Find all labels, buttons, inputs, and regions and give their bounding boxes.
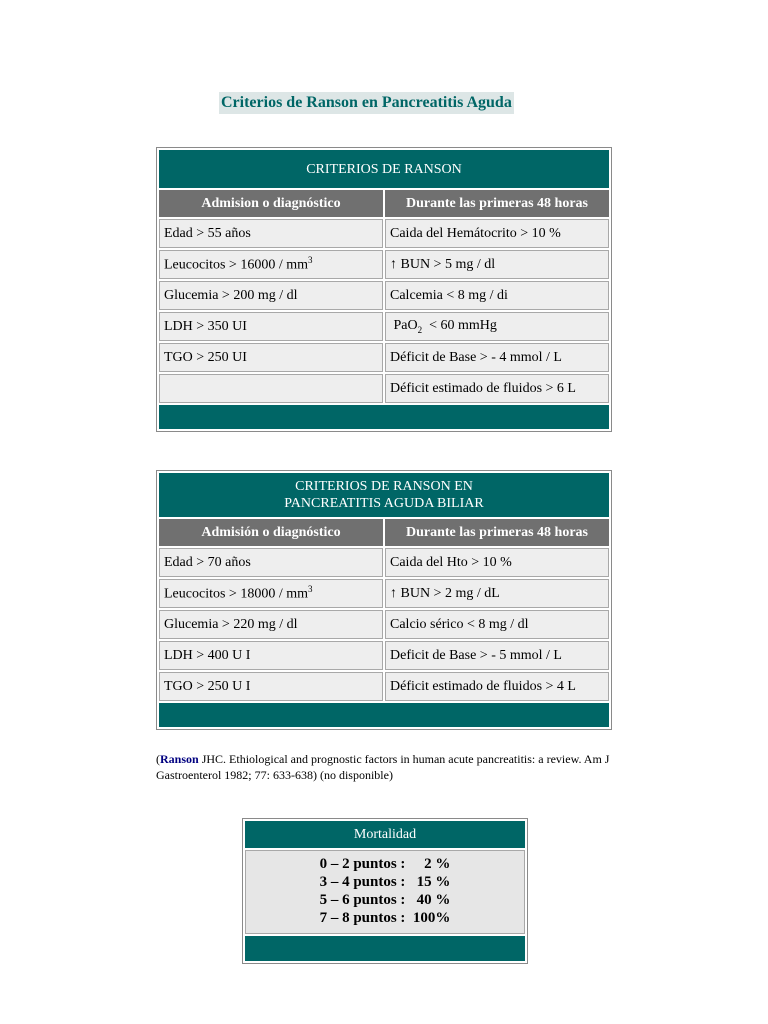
cell-48h: Déficit estimado de fluidos > 4 L [385,672,609,701]
ranson-criteria-table [156,147,612,432]
table-row [159,250,609,279]
cell-48h [385,312,609,341]
cell-48h: Deficit de Base > - 5 mmol / L [385,641,609,670]
column-header-admission: Admisión o diagnóstico [159,519,383,546]
cell-48h: Calcio sérico < 8 mg / dl [385,610,609,639]
table-row [159,312,609,341]
table-row [159,281,609,310]
table-row [159,610,609,639]
cell-48h: Caida del Hto > 10 % [385,548,609,577]
table-row [159,672,609,701]
table-row [159,343,609,372]
cell-admission [159,579,383,608]
mortality-title: Mortalidad [245,821,525,848]
mortality-body [245,850,525,934]
ref-paren: ( [156,752,160,766]
cell-admission: TGO > 250 UI [159,343,383,372]
cell-text: < 60 mmHg [422,318,497,334]
cell-text: Leucocitos > 18000 / mm [164,586,308,602]
cell-admission: LDH > 350 UI [159,312,383,341]
cell-admission [159,250,383,279]
table-row [159,641,609,670]
table-footer [159,703,609,727]
cell-admission: Glucemia > 220 mg / dl [159,610,383,639]
cell-admission: LDH > 400 U I [159,641,383,670]
cell-text: Leucocitos > 16000 / mm [164,257,308,273]
table-row [159,374,609,403]
superscript: 3 [308,584,313,595]
cell-48h: Déficit estimado de fluidos > 6 L [385,374,609,403]
cell-48h: Calcemia < 8 mg / di [385,281,609,310]
table-row [159,548,609,577]
column-header-admission: Admision o diagnóstico [159,190,383,217]
table-title-line: PANCREATITIS AGUDA BILIAR [284,496,484,511]
page-title: Criterios de Ranson en Pancreatitis Aguda [219,92,514,114]
mortality-line: 5 – 6 puntos : 40 % [319,892,451,908]
table-title: CRITERIOS DE RANSON [159,150,609,188]
superscript: 3 [308,255,313,266]
table-footer [159,405,609,429]
ref-author: Ranson [160,752,199,766]
ref-text: JHC. Ethiological and prognostic factors in human acute pancreatitis: a review. Am J Gastroenterol 1982; 77: 633-638) (no disponible) [156,752,610,782]
cell-admission: Edad > 70 años [159,548,383,577]
mortality-table [242,818,528,964]
cell-text: PaO [390,318,418,334]
cell-admission: Glucemia > 200 mg / dl [159,281,383,310]
cell-admission: Edad > 55 años [159,219,383,248]
cell-admission [159,374,383,403]
subscript: 2 [417,324,423,335]
table-row [159,219,609,248]
ranson-biliary-criteria-table [156,470,612,730]
cell-48h: ↑ BUN > 2 mg / dL [385,579,609,608]
mortality-line: 7 – 8 puntos : 100% [319,910,451,926]
mortality-line: 3 – 4 puntos : 15 % [319,874,451,890]
column-header-48h: Durante las primeras 48 horas [385,519,609,546]
column-header-48h: Durante las primeras 48 horas [385,190,609,217]
reference-citation [156,751,656,783]
table-title-line: CRITERIOS DE RANSON EN [295,479,473,494]
cell-48h: ↑ BUN > 5 mg / dl [385,250,609,279]
cell-48h: Caida del Hemátocrito > 10 % [385,219,609,248]
mortality-footer [245,936,525,961]
mortality-line: 0 – 2 puntos : 2 % [319,856,451,872]
cell-admission: TGO > 250 U I [159,672,383,701]
cell-48h: Déficit de Base > - 4 mmol / L [385,343,609,372]
table-title [159,473,609,517]
table-row [159,579,609,608]
